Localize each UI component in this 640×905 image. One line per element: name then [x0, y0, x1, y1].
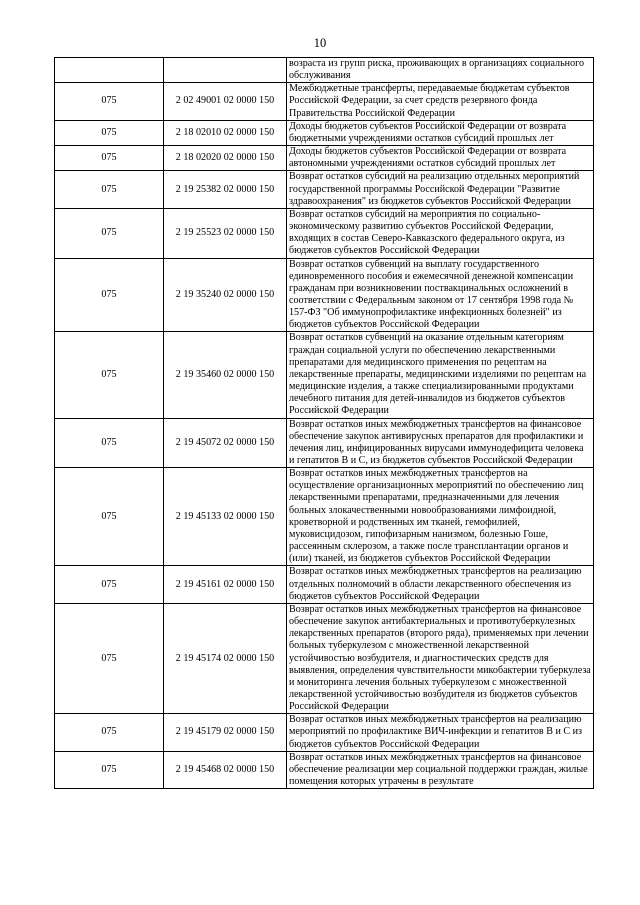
description-cell: Межбюджетные трансферты, передаваемые бюджетам субъектов Российской Федерации, за счет средств резервного фонда Правительства Российской Федерации — [287, 83, 594, 120]
description-cell: Возврат остатков иных межбюджетных трансфертов на финансовое обеспечение реализации мер социальной поддержки граждан, жилые помещения которых утрачены в результате — [287, 751, 594, 788]
admin-code-cell: 075 — [55, 208, 164, 258]
description-cell: Возврат остатков субсидий на реализацию отдельных мероприятий государственной программы Российской Федерации "Развитие здравоохранения" из бюджетов субъектов Российской Федерации — [287, 171, 594, 208]
budget-code-cell: 2 19 45133 02 0000 150 — [164, 468, 287, 566]
admin-code-cell: 075 — [55, 714, 164, 751]
budget-code-cell: 2 19 45179 02 0000 150 — [164, 714, 287, 751]
budget-codes-table — [54, 57, 594, 789]
budget-code-cell: 2 19 45072 02 0000 150 — [164, 418, 287, 468]
table-row — [55, 83, 594, 120]
admin-code-cell — [55, 58, 164, 83]
table-row — [55, 58, 594, 83]
budget-code-cell: 2 19 35240 02 0000 150 — [164, 258, 287, 332]
table-row — [55, 603, 594, 713]
budget-code-cell: 2 19 25382 02 0000 150 — [164, 171, 287, 208]
table-row — [55, 258, 594, 332]
admin-code-cell: 075 — [55, 603, 164, 713]
table-row — [55, 566, 594, 603]
admin-code-cell: 075 — [55, 468, 164, 566]
admin-code-cell: 075 — [55, 566, 164, 603]
admin-code-cell: 075 — [55, 418, 164, 468]
budget-code-cell: 2 18 02010 02 0000 150 — [164, 120, 287, 145]
admin-code-cell: 075 — [55, 146, 164, 171]
description-cell: Возврат остатков субсидий на мероприятия по социально-экономическому развитию субъектов Российской Федерации, входящих в состав Северо-Кавказского федерального округа, из бюджетов субъектов Российской Федерации — [287, 208, 594, 258]
description-cell: Возврат остатков иных межбюджетных трансфертов на финансовое обеспечение закупок антибактериальных и противотуберкулезных лекарственных препаратов (второго ряда), применяемых при лечении больных туберкулезом с множественной лекарственной устойчивостью возбудителя, и диагностических средств для выявления, определения чувствительности микобактерии туберкулеза и мониторинга лечения больных туберкулезом с множественной лекарственной устойчивостью возбудителя из бюджетов субъектов Российской Федерации — [287, 603, 594, 713]
description-cell: Возврат остатков субвенций на выплату государственного единовременного пособия и ежемесячной денежной компенсации гражданам при возникновении поствакцинальных осложнений в соответствии с Федеральным законом от 17 сентября 1998 года № 157-ФЗ "Об иммунопрофилактике инфекционных болезней" из бюджетов субъектов Российской Федерации — [287, 258, 594, 332]
table-row — [55, 208, 594, 258]
budget-code-cell: 2 19 45174 02 0000 150 — [164, 603, 287, 713]
budget-code-cell: 2 02 49001 02 0000 150 — [164, 83, 287, 120]
budget-code-cell: 2 19 35460 02 0000 150 — [164, 332, 287, 418]
table-row — [55, 418, 594, 468]
description-cell: Доходы бюджетов субъектов Российской Федерации от возврата автономными учреждениями остатков субсидий прошлых лет — [287, 146, 594, 171]
page-number: 10 — [313, 36, 327, 50]
admin-code-cell: 075 — [55, 171, 164, 208]
table-row — [55, 751, 594, 788]
budget-code-cell: 2 19 45161 02 0000 150 — [164, 566, 287, 603]
budget-code-cell: 2 18 02020 02 0000 150 — [164, 146, 287, 171]
admin-code-cell: 075 — [55, 751, 164, 788]
description-cell: Возврат остатков иных межбюджетных трансфертов на финансовое обеспечение закупок антивирусных препаратов для профилактики и лечения лиц, инфицированных вирусами иммунодефицита человека и гепатитов B и C, из бюджетов субъектов Российской Федерации — [287, 418, 594, 468]
budget-code-cell: 2 19 45468 02 0000 150 — [164, 751, 287, 788]
table-row — [55, 171, 594, 208]
description-cell: Возврат остатков субвенций на оказание отдельным категориям граждан социальной услуги по обеспечению лекарственными препаратами для медицинского применения по рецептам на лекарственные препараты, медицинскими изделиями по рецептам на медицинские изделия, а также специализированными продуктами лечебного питания для детей-инвалидов из бюджетов субъектов Российской Федерации — [287, 332, 594, 418]
table-row — [55, 120, 594, 145]
table-row — [55, 146, 594, 171]
description-cell: Возврат остатков иных межбюджетных трансфертов на реализацию отдельных полномочий в области лекарственного обеспечения из бюджетов субъектов Российской Федерации — [287, 566, 594, 603]
budget-code-cell — [164, 58, 287, 83]
admin-code-cell: 075 — [55, 332, 164, 418]
admin-code-cell: 075 — [55, 258, 164, 332]
table-row — [55, 468, 594, 566]
description-cell: Возврат остатков иных межбюджетных трансфертов на осуществление организационных мероприятий по обеспечению лиц лекарственными препаратами, предназначенными для лечения больных злокачественными новообразованиями лимфоидной, кроветворной и родственных им тканей, гемофилией, муковисцидозом, гипофизарным нанизмом, болезнью Гоше, рассеянным склерозом, а также после трансплантации органов и (или) тканей, из бюджетов субъектов Российской Федерации — [287, 468, 594, 566]
admin-code-cell: 075 — [55, 83, 164, 120]
table-row — [55, 714, 594, 751]
description-cell: Доходы бюджетов субъектов Российской Федерации от возврата бюджетными учреждениями остатков субсидий прошлых лет — [287, 120, 594, 145]
description-cell: возраста из групп риска, проживающих в организациях социального обслуживания — [287, 58, 594, 83]
table-row — [55, 332, 594, 418]
admin-code-cell: 075 — [55, 120, 164, 145]
budget-code-cell: 2 19 25523 02 0000 150 — [164, 208, 287, 258]
description-cell: Возврат остатков иных межбюджетных трансфертов на реализацию мероприятий по профилактике ВИЧ-инфекции и гепатитов B и C из бюджетов субъектов Российской Федерации — [287, 714, 594, 751]
